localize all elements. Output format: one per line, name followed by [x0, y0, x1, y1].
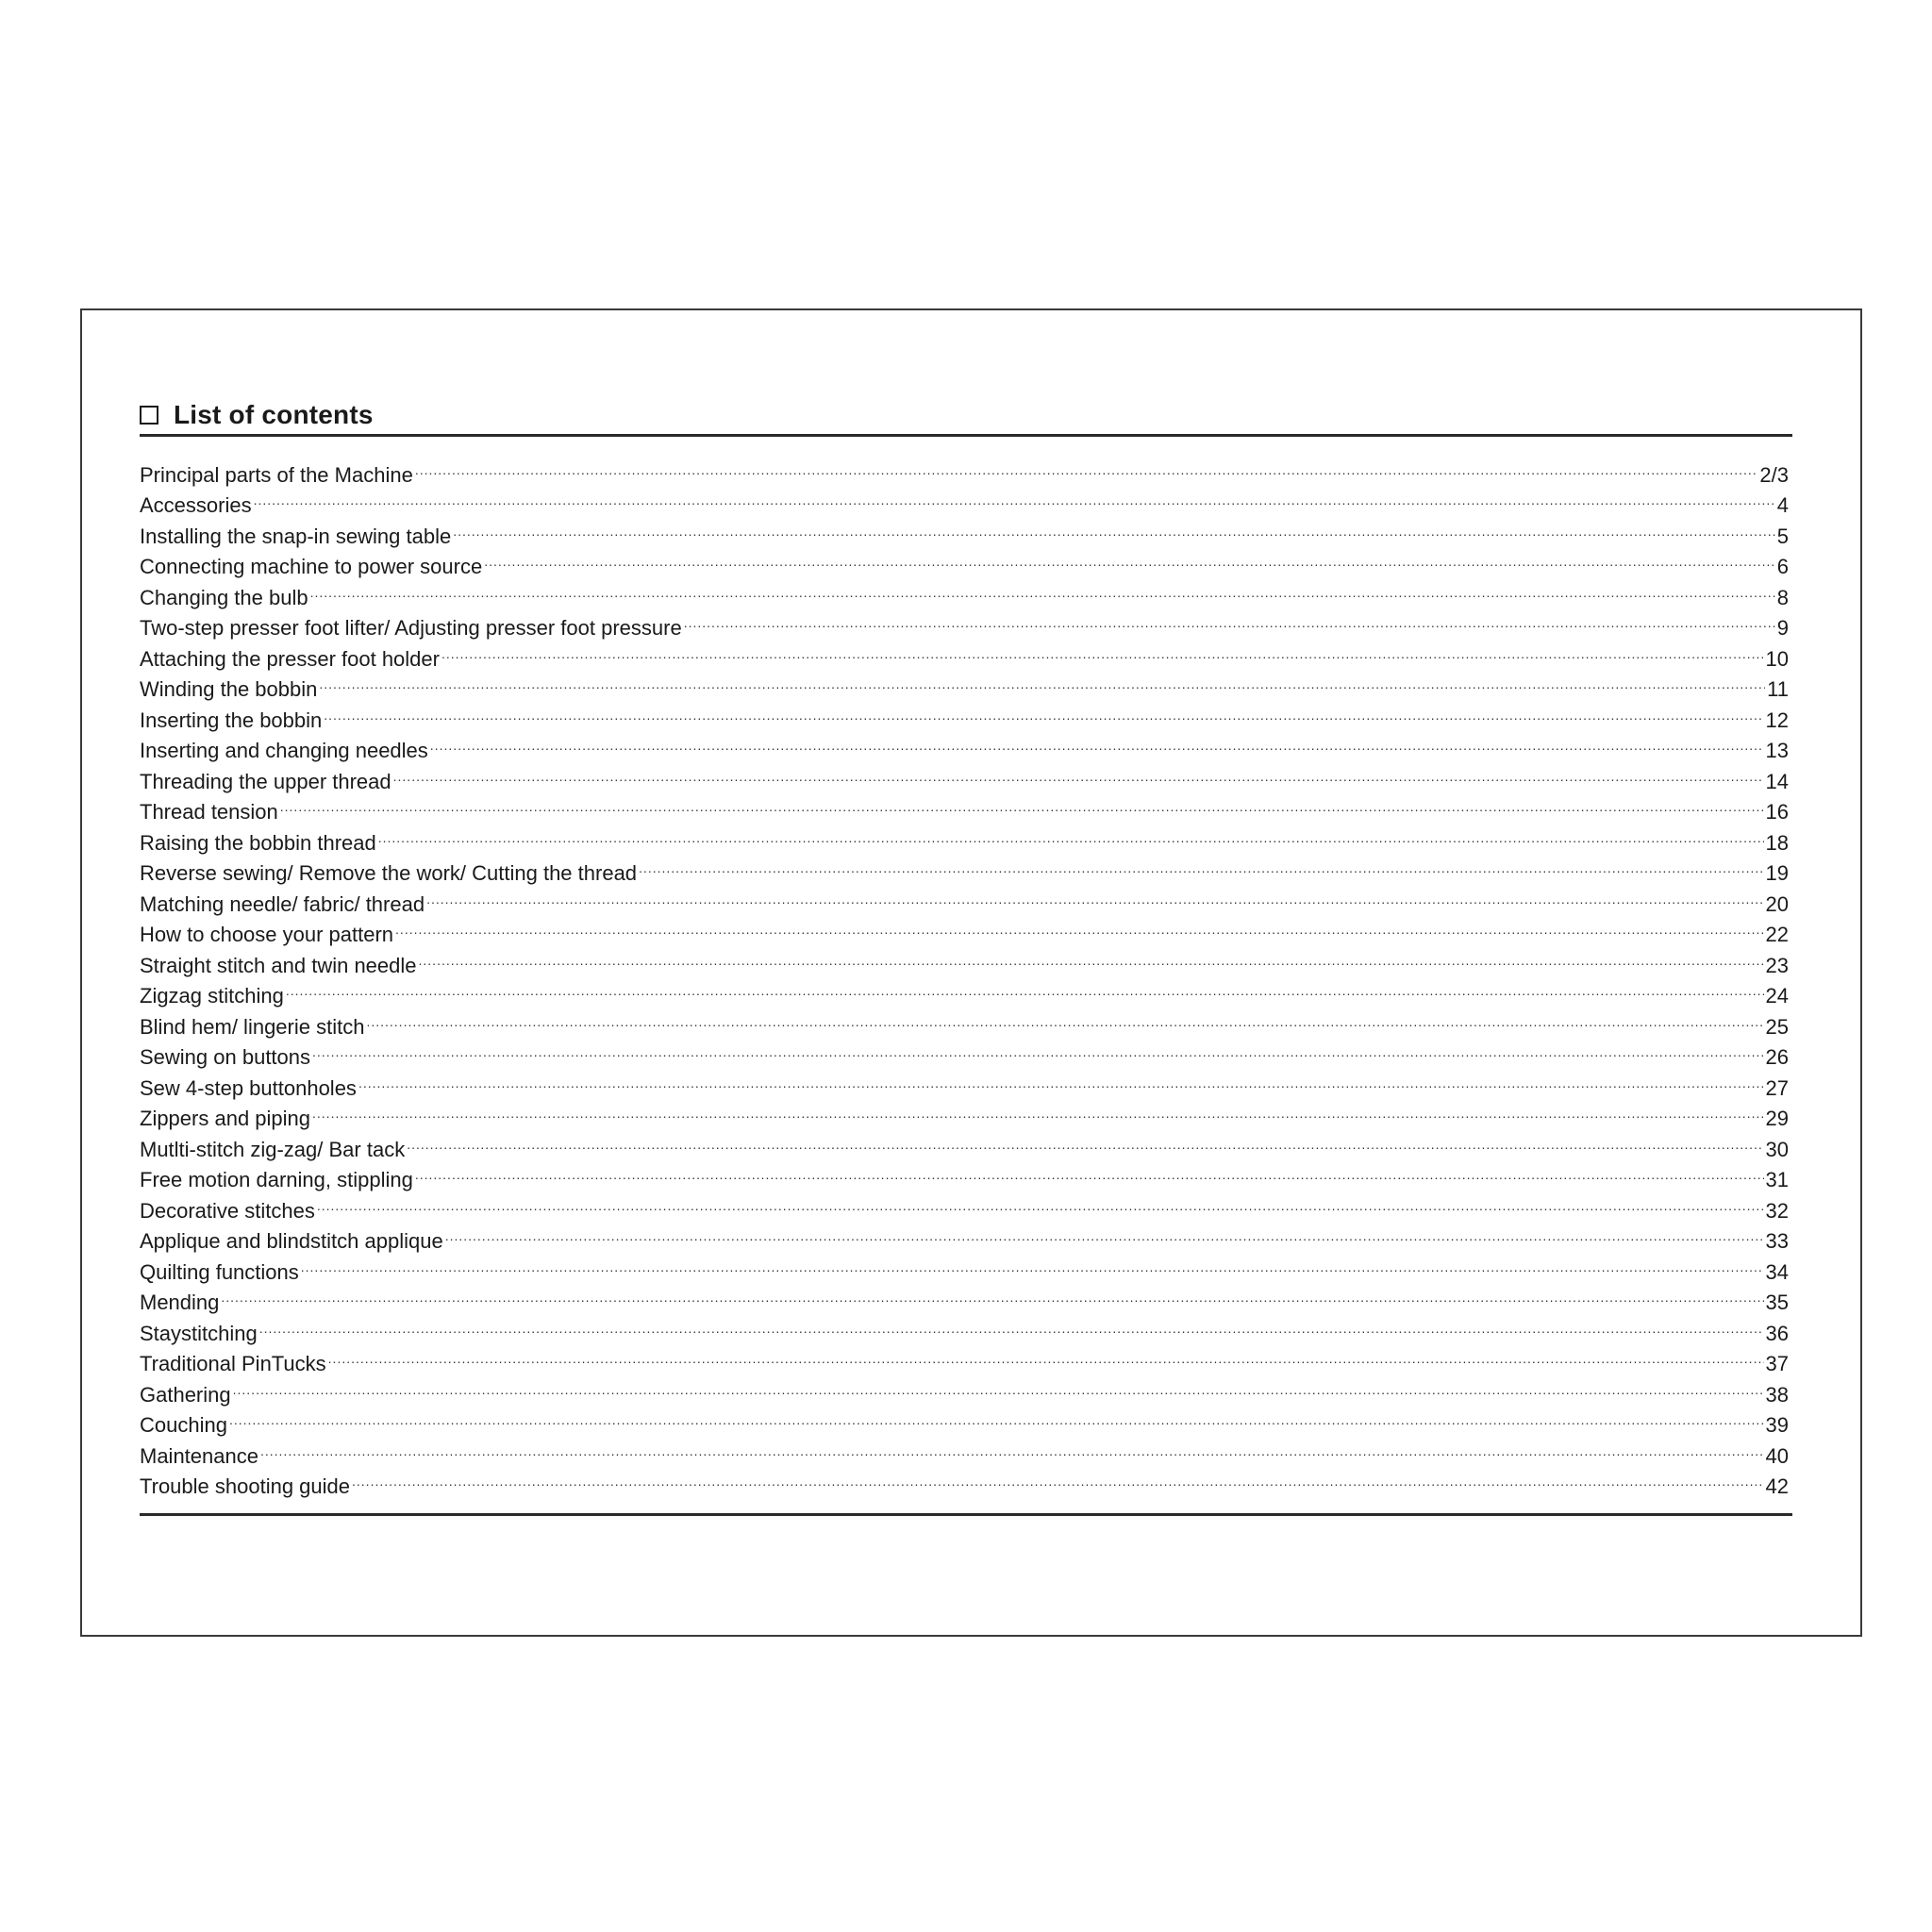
toc-entry-title: Inserting and changing needles: [140, 739, 428, 762]
toc-entry-page: 20: [1765, 891, 1789, 916]
toc-entry[interactable]: [140, 574, 1789, 609]
toc-entry-page: 8: [1776, 585, 1789, 609]
toc-entry-page: 24: [1765, 984, 1789, 1008]
toc-entry-page: 35: [1765, 1291, 1789, 1314]
toc-entry-page: 19: [1765, 861, 1789, 885]
toc-entry-title: Couching: [140, 1413, 227, 1437]
dot-leader: [358, 1064, 1764, 1095]
dot-leader: [259, 1309, 1764, 1341]
toc-entry-page: 32: [1765, 1198, 1789, 1223]
toc-entry-title: Attaching the presser foot holder: [140, 646, 440, 671]
toc-entry[interactable]: [140, 1218, 1789, 1253]
toc-entry-page: 42: [1765, 1474, 1789, 1498]
toc-entry-page: 2/3: [1759, 462, 1789, 487]
toc-entry-page: 31: [1765, 1168, 1789, 1191]
dot-leader: [221, 1279, 1763, 1310]
toc-entry-title: Threading the upper thread: [140, 769, 391, 793]
toc-entry-page: 16: [1765, 800, 1789, 824]
toc-entry[interactable]: [140, 850, 1789, 885]
dot-leader: [286, 973, 1764, 1004]
toc-entry-page: 23: [1765, 953, 1789, 977]
toc-entry[interactable]: [140, 1064, 1789, 1100]
toc-entry-title: Zippers and piping: [140, 1107, 311, 1130]
dot-leader: [453, 512, 1775, 543]
dot-leader: [312, 1034, 1763, 1065]
toc-entry-title: Matching needle/ fabric/ thread: [140, 891, 425, 916]
toc-entry-title: Quilting functions: [140, 1259, 299, 1284]
dot-leader: [639, 850, 1763, 881]
dot-leader: [393, 758, 1764, 789]
dot-leader: [254, 482, 1775, 513]
toc-entry-title: Connecting machine to power source: [140, 555, 483, 578]
toc-entry-page: 4: [1776, 493, 1789, 517]
toc-entry-title: Free motion darning, stippling: [140, 1168, 413, 1191]
dot-leader: [317, 1187, 1764, 1218]
toc-entry[interactable]: [140, 973, 1789, 1008]
dot-leader: [310, 574, 1775, 605]
toc-entry[interactable]: [140, 1402, 1789, 1437]
toc-entry-title: Installing the snap-in sewing table: [140, 524, 452, 548]
toc-entry-page: 34: [1765, 1259, 1789, 1284]
toc-entry-page: 6: [1776, 555, 1789, 578]
toc-entry-title: Winding the bobbin: [140, 677, 318, 701]
toc-entry-title: Inserting the bobbin: [140, 708, 323, 732]
dot-leader: [430, 727, 1764, 758]
dot-leader: [312, 1095, 1764, 1126]
toc-entry[interactable]: [140, 666, 1789, 701]
page-title: List of contents: [174, 400, 374, 429]
toc-entry[interactable]: [140, 1432, 1789, 1468]
toc-entry-title: How to choose your pattern: [140, 923, 394, 946]
toc-entry[interactable]: [140, 1371, 1789, 1407]
toc-entry[interactable]: [140, 1187, 1789, 1223]
toc-entry-title: Gathering: [140, 1382, 231, 1407]
toc-entry-page: 14: [1765, 769, 1789, 793]
toc-entry[interactable]: [140, 1341, 1789, 1375]
dot-leader: [352, 1463, 1764, 1494]
toc-entry-title: Principal parts of the Machine: [140, 462, 413, 487]
toc-entry[interactable]: [140, 451, 1789, 487]
toc-entry-title: Changing the bulb: [140, 585, 308, 609]
toc-entry-title: Staystitching: [140, 1321, 258, 1345]
toc-entry[interactable]: [140, 727, 1789, 762]
toc-entry-title: Reverse sewing/ Remove the work/ Cutting the thread: [140, 861, 638, 885]
toc-entry[interactable]: [140, 1003, 1789, 1039]
toc-entry-page: 29: [1765, 1107, 1789, 1130]
toc-entry[interactable]: [140, 1125, 1789, 1161]
toc-entry-title: Traditional PinTucks: [140, 1352, 326, 1375]
toc-entry-title: Applique and blindstitch applique: [140, 1229, 443, 1253]
toc-entry[interactable]: [140, 819, 1789, 855]
dot-leader: [378, 819, 1764, 850]
toc-entry-page: 22: [1765, 923, 1789, 946]
toc-entry-title: Sewing on buttons: [140, 1045, 311, 1069]
toc-entry[interactable]: [140, 605, 1789, 640]
toc-entry[interactable]: [140, 696, 1789, 732]
footer-divider: [140, 1513, 1792, 1516]
toc-entry-page: 40: [1765, 1443, 1789, 1468]
dot-leader: [407, 1125, 1763, 1157]
toc-entry-title: Straight stitch and twin needle: [140, 953, 417, 977]
toc-entry-title: Blind hem/ lingerie stitch: [140, 1014, 365, 1039]
toc-entry[interactable]: [140, 1463, 1789, 1498]
toc-entry[interactable]: [140, 789, 1789, 824]
toc-list: [140, 451, 1789, 1498]
toc-entry[interactable]: [140, 1309, 1789, 1345]
toc-entry-page: 11: [1767, 677, 1789, 701]
toc-header: [140, 394, 1792, 436]
toc-entry-page: 13: [1765, 739, 1789, 762]
toc-entry-page: 18: [1765, 830, 1789, 855]
toc-entry-title: Mutlti-stitch zig-zag/ Bar tack: [140, 1137, 406, 1161]
toc-entry-page: 26: [1765, 1045, 1789, 1069]
toc-entry-page: 9: [1776, 616, 1789, 640]
toc-entry-page: 12: [1765, 708, 1789, 732]
dot-leader: [445, 1218, 1764, 1249]
dot-leader: [426, 880, 1763, 911]
dot-leader: [280, 789, 1764, 820]
header-divider: [140, 434, 1792, 437]
dot-leader: [260, 1432, 1764, 1463]
dot-leader: [419, 941, 1764, 973]
toc-entry-page: 39: [1765, 1413, 1789, 1437]
checkbox-icon: [140, 406, 158, 425]
toc-entry-page: 10: [1765, 646, 1789, 671]
toc-entry-page: 37: [1765, 1352, 1789, 1375]
dot-leader: [324, 696, 1763, 727]
toc-entry-page: 33: [1765, 1229, 1789, 1253]
toc-entry-title: Raising the bobbin thread: [140, 830, 376, 855]
toc-entry-page: 36: [1765, 1321, 1789, 1345]
toc-entry-title: Thread tension: [140, 800, 278, 824]
dot-leader: [233, 1371, 1764, 1402]
dot-leader: [395, 911, 1763, 942]
toc-entry[interactable]: [140, 512, 1789, 548]
toc-entry-title: Sew 4-step buttonholes: [140, 1075, 357, 1100]
toc-entry-title: Decorative stitches: [140, 1198, 315, 1223]
dot-leader: [328, 1341, 1764, 1372]
toc-entry[interactable]: [140, 482, 1789, 517]
dot-leader: [484, 543, 1775, 575]
toc-entry-page: 30: [1765, 1137, 1789, 1161]
dot-leader: [301, 1248, 1764, 1279]
toc-entry[interactable]: [140, 1279, 1789, 1314]
dot-leader: [684, 605, 1775, 636]
dot-leader: [319, 666, 1765, 697]
toc-entry-page: 5: [1776, 524, 1789, 548]
toc-entry-title: Accessories: [140, 493, 252, 517]
toc-entry-page: 25: [1765, 1014, 1789, 1039]
toc-entry[interactable]: [140, 1034, 1789, 1069]
dot-leader: [366, 1003, 1763, 1034]
toc-entry[interactable]: [140, 1095, 1789, 1130]
dot-leader: [415, 451, 1758, 482]
toc-entry-title: Maintenance: [140, 1443, 258, 1468]
toc-entry-page: 38: [1765, 1382, 1789, 1407]
toc-entry-title: Two-step presser foot lifter/ Adjusting presser foot pressure: [140, 616, 682, 640]
toc-entry-title: Zigzag stitching: [140, 984, 284, 1008]
toc-entry-page: 27: [1765, 1075, 1789, 1100]
dot-leader: [229, 1402, 1764, 1433]
toc-entry-title: Trouble shooting guide: [140, 1474, 351, 1498]
toc-entry-title: Mending: [140, 1291, 220, 1314]
dot-leader: [441, 635, 1764, 666]
toc-entry[interactable]: [140, 1248, 1789, 1284]
dot-leader: [415, 1157, 1764, 1188]
